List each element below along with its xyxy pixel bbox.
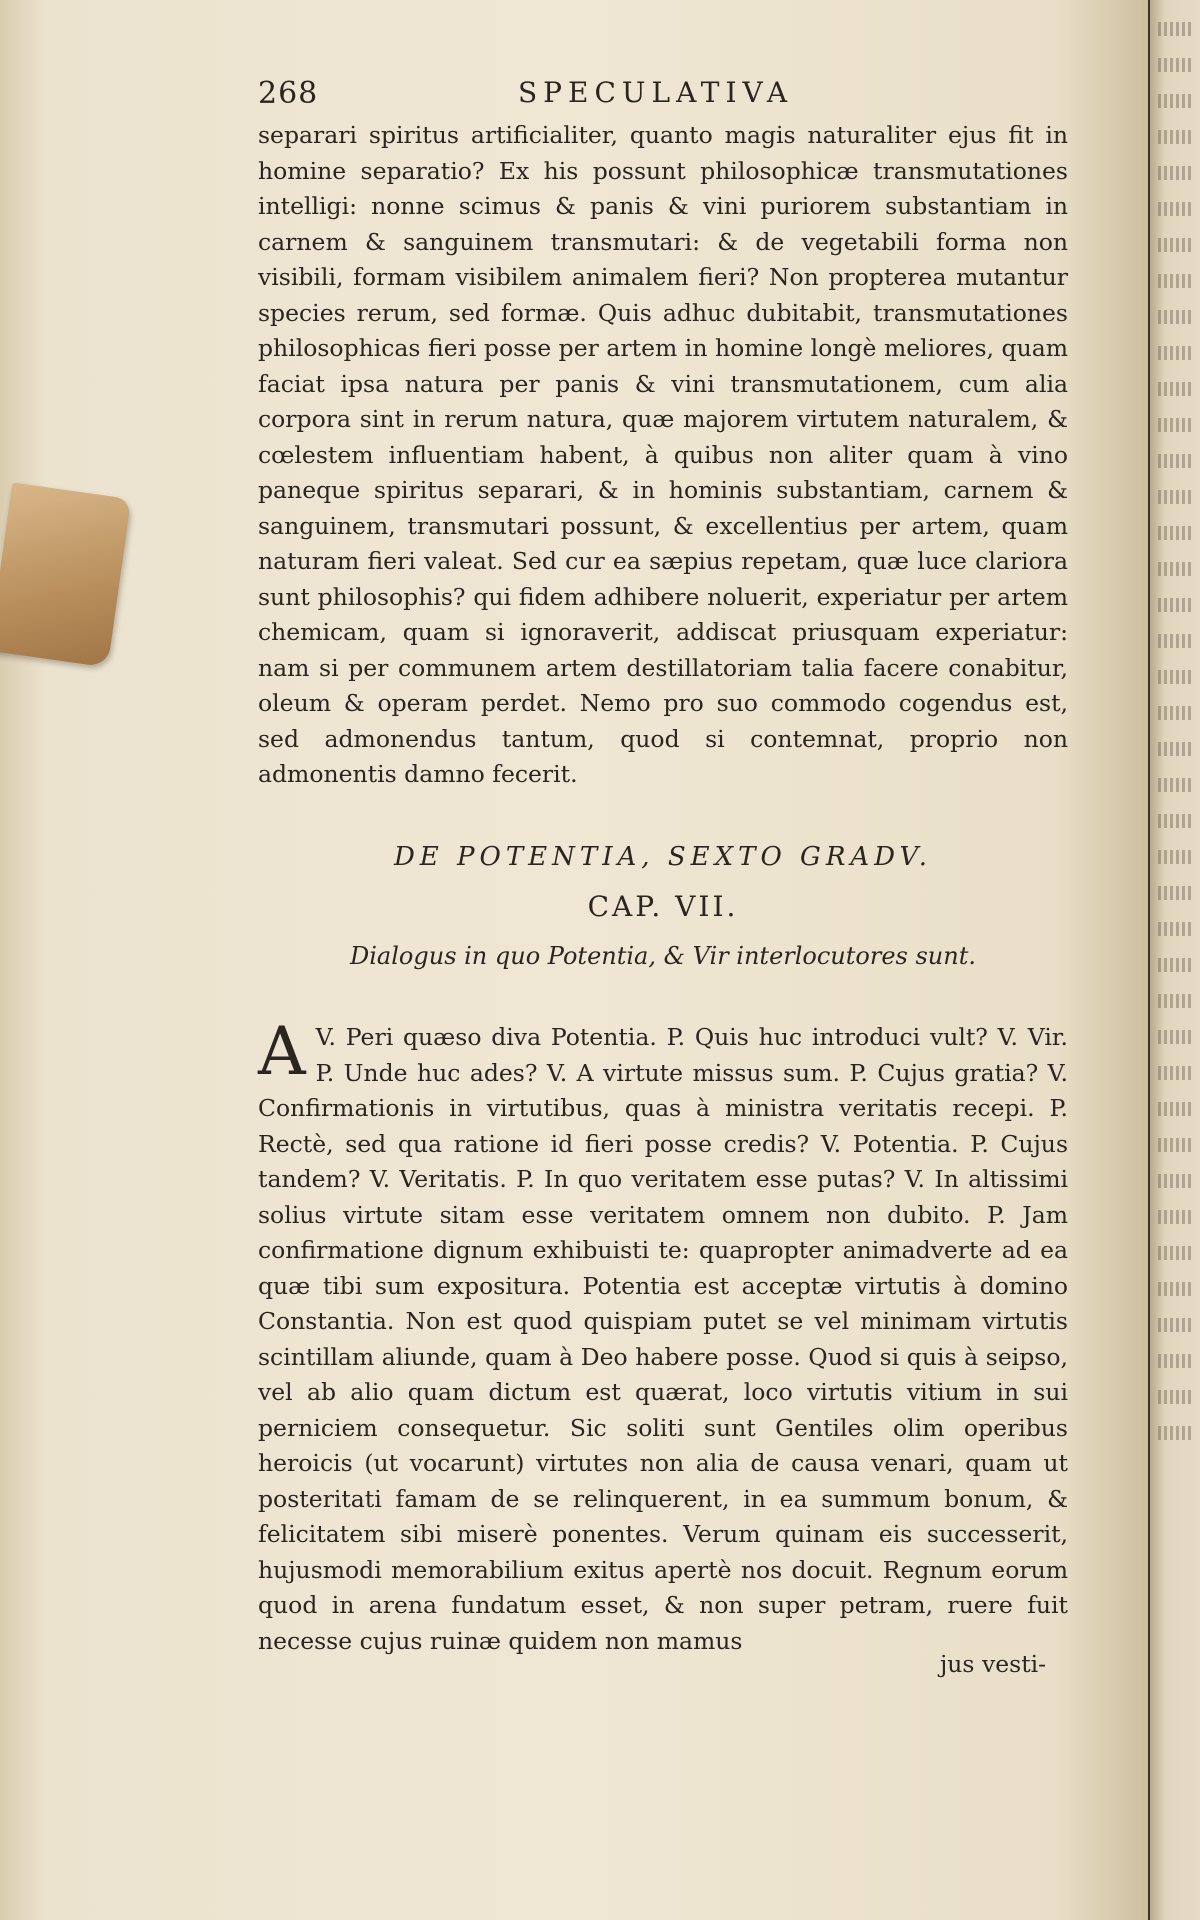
page-number: 268 <box>258 76 319 111</box>
catchword: jus vesti- <box>940 1650 1047 1678</box>
chapter-label: CAP. VII. <box>587 890 739 923</box>
drop-cap: A <box>258 1013 306 1090</box>
paragraph-1: separari spiritus artificialiter, quanto magis naturaliter ejus fit in homine separatio? Ex his possunt philosophicæ transmutationes intelligi: nonne scimus & panis & vini puriorem substantiam in carnem & sanguinem transmutari: & de vegetabili forma non visibili, formam visibilem animalem fieri? Non propterea mutantur species rerum, sed formæ. Quis adhuc dubitabit, transmutationes philosophicas fieri posse per artem in homine longè meliores, quam faciat ipsa natura per panis & vini transmutationem, cum alia corpora sint in rerum natura, quæ majorem virtutem naturalem, & cœlestem influentiam habent, à quibus non aliter quam à vino paneque spiritus separari, & in hominis substantiam, carnem & sanguinem, transmutari possunt, & excellentius per artem, quam naturam fieri valeat. Sed cur ea sæpius repetam, quæ luce clariora sunt philosophis? qui fidem adhibere noluerit, experiatur per artem chemicam, quam si ignoraverit, addiscat priusquam experiatur: nam si per communem artem destillatoriam talia facere conabitur, oleum & operam perdet. Nemo pro suo commodo cogendus est, sed admonendus tantum, quod si contemnat, proprio non admonentis damno fecerit. <box>258 121 1068 788</box>
dialogue-text: Peri quæso diva Potentia. P. Quis huc introduci vult? V. Vir. P. Unde huc ades? V. A virtute missus sum. P. Cujus gratia? V. Confirmationis in virtutibus, quas à ministra veritatis recepi. P. Rectè, sed qua ratione id fieri posse credis? V. Potentia. P. Cujus tandem? V. Veritatis. P. In quo veritatem esse putas? V. In altissimi solius virtute sitam esse veritatem omnem non dubito. P. Jam confirmatione dignum exhibuisti te: quapropter animadverte ad ea quæ tibi sum expositura. Potentia est acceptæ virtutis à domino Constantia. Non est quod quispiam putet se vel minimam virtutis scintillam aliunde, quam à Deo habere posse. Quod si quis à seipso, vel ab alio quam dictum est quærat, loco virtutis vitium in sui perniciem consequetur. Sic soliti sunt Gentiles olim operibus heroicis (ut vocarunt) virtutes non alia de causa venari, quam ut posteritati famam de se relinquerent, in ea summum bonum, & felicitatem sibi miserè ponentes. Verum quinam eis successerit, hujusmodi memorabilium exitus apertè nos docuit. Regnum eorum quod in arena fundatum esset, & non super petram, ruere fuit necesse cujus ruinæ quidem non mamus <box>258 1023 1068 1655</box>
section-heading: DE POTENTIA, SEXTO GRADV. <box>393 842 933 872</box>
speaker-prefix: V. <box>315 1023 337 1051</box>
facing-page-edge <box>1148 0 1200 1920</box>
facing-page-text <box>1150 22 1200 1440</box>
chapter-subtitle: Dialogus in quo Potentia, & Vir interlocutores sunt. <box>350 942 976 970</box>
bookmark-tab <box>0 482 131 667</box>
dialogue-paragraph <box>258 1013 1068 1659</box>
running-head: SPECULATIVA <box>518 76 794 109</box>
page-header <box>258 76 1068 116</box>
